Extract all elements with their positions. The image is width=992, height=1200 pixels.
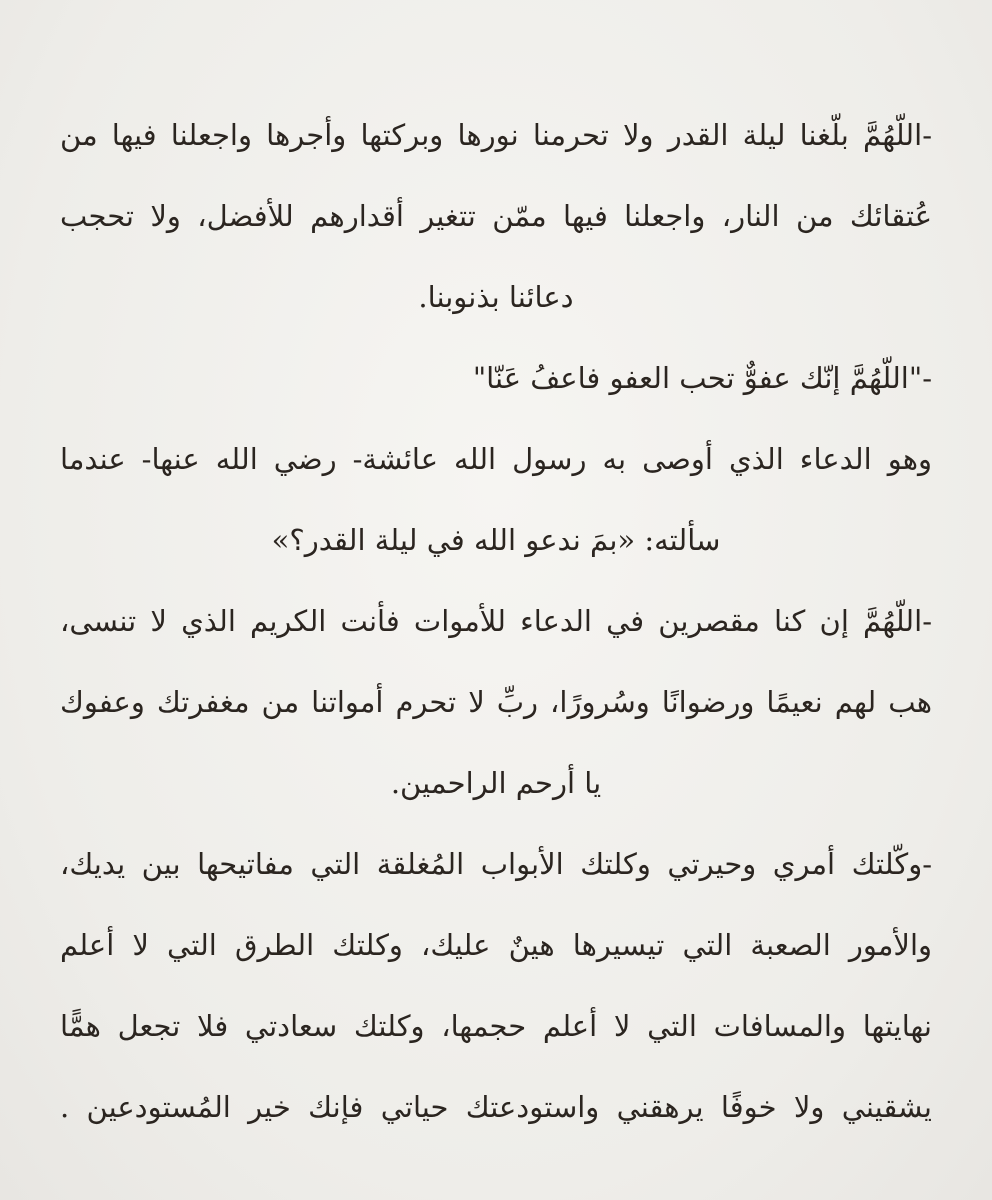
text-line-8: هب لهم نعيمًا ورضوانًا وسُرورًا، ربِّ لا تحرم أمواتنا من مغفرتك وعفوك [60, 685, 932, 719]
text-line-7: -اللّهُمَّ إن كنا مقصرين في الدعاء للأموات فأنت الكريم الذي لا تنسى، [60, 604, 932, 638]
text-line-5: وهو الدعاء الذي أوصى به رسول الله عائشة- رضي الله عنها- عندما [60, 442, 932, 476]
text-line-10: -وكّلتك أمري وحيرتي وكلتك الأبواب المُغلقة التي مفاتيحها بين يديك، [60, 847, 932, 881]
text-line-6: سألته: «بمَ ندعو الله في ليلة القدر؟» [271, 523, 721, 557]
text-line-4: -"اللّهُمَّ إنّك عفوٌّ تحب العفو فاعفُ عَنّا" [472, 361, 932, 395]
text-line-1: -اللّهُمَّ بلّغنا ليلة القدر ولا تحرمنا نورها وبركتها وأجرها واجعلنا فيها من [60, 118, 932, 152]
text-line-2: عُتقائك من النار، واجعلنا فيها ممّن تتغير أقدارهم للأفضل، ولا تحجب [60, 199, 932, 233]
text-line-12: نهايتها والمسافات التي لا أعلم حجمها، وكلتك سعادتي فلا تجعل همًّا [60, 1009, 932, 1043]
text-line-11: والأمور الصعبة التي تيسيرها هينٌ عليك، وكلتك الطرق التي لا أعلم [60, 928, 932, 962]
text-line-13: يشقيني ولا خوفًا يرهقني واستودعتك حياتي فإنك خير المُستودعين . [60, 1090, 932, 1124]
prayer-text-block [60, 95, 932, 1148]
text-line-3: دعائنا بذنوبنا. [418, 280, 574, 314]
text-line-9: يا أرحم الراحمين. [390, 766, 602, 800]
